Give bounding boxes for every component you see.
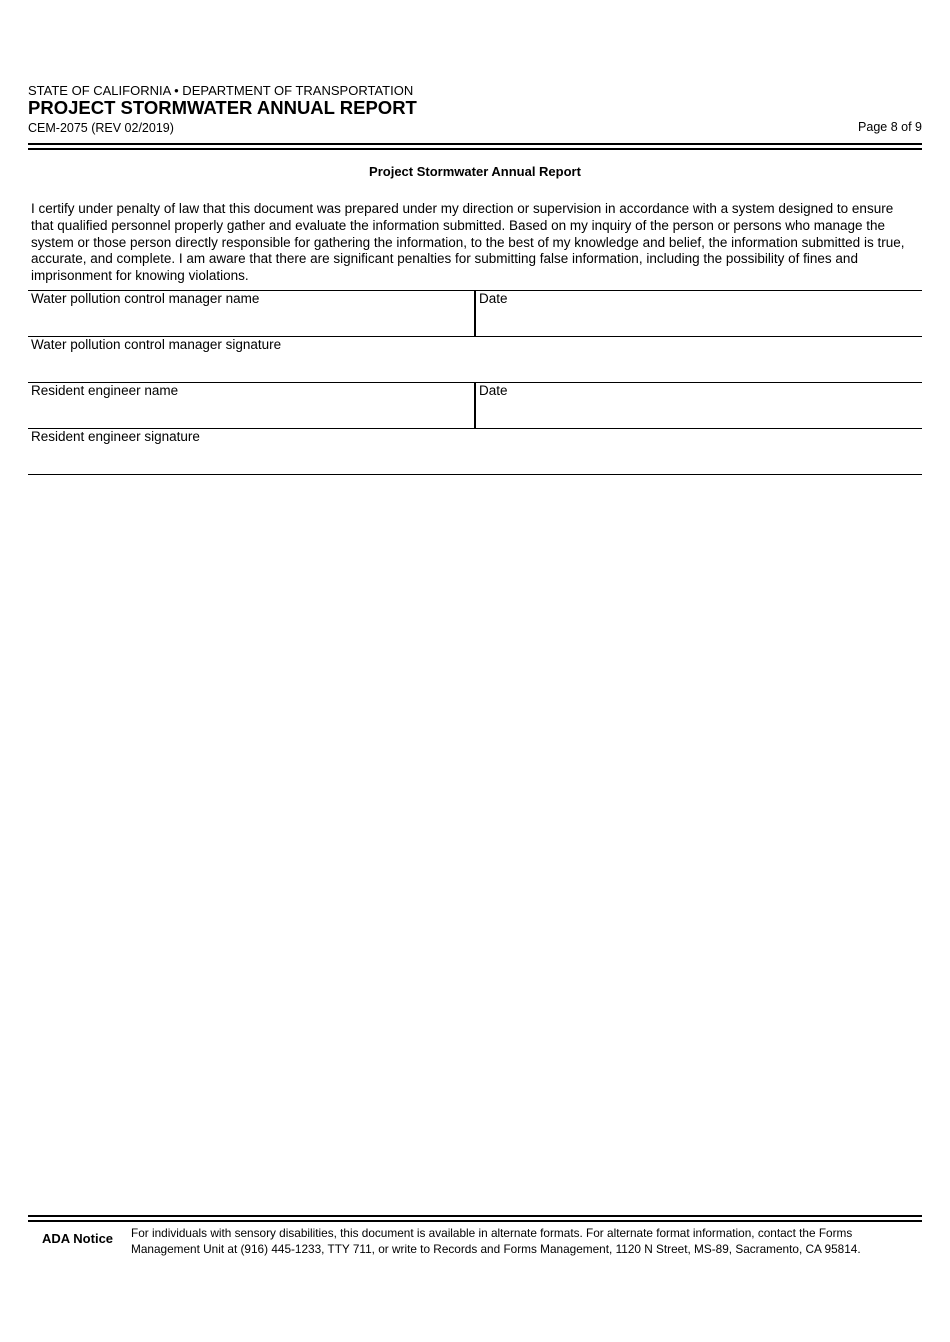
form-title: PROJECT STORMWATER ANNUAL REPORT [28, 97, 417, 118]
resident-engineer-signature-label: Resident engineer signature [31, 429, 200, 444]
row-wpc-manager-name [28, 290, 922, 336]
ada-notice-text: For individuals with sensory disabilities, this document is available in alternate formats. For alternate format information, contact the Forms Management Unit at (916) 445-1233, TTY 711, or write to Records and Forms Management, 1120 N Street, MS-89, Sacramento, CA 95814. [131, 1226, 861, 1256]
section-title: Project Stormwater Annual Report [369, 164, 581, 179]
resident-engineer-name-label: Resident engineer name [31, 383, 179, 398]
header-rule-top [28, 143, 922, 145]
row-resident-engineer-signature [28, 428, 922, 475]
row-wpc-manager-signature [28, 336, 922, 382]
wpc-manager-date-label: Date [479, 291, 508, 306]
ada-notice-title: ADA Notice [42, 1231, 114, 1246]
wpc-manager-date-field[interactable] [474, 291, 922, 336]
wpc-manager-name-label: Water pollution control manager name [31, 291, 260, 306]
resident-engineer-date-field[interactable] [474, 383, 922, 428]
form-number: CEM-2075 (REV 02/2019) [28, 121, 174, 135]
wpc-manager-signature-label: Water pollution control manager signature [31, 337, 282, 352]
resident-engineer-signature-field[interactable] [28, 429, 922, 474]
header-agency: STATE OF CALIFORNIA • DEPARTMENT OF TRANSPORTATION [28, 83, 414, 98]
resident-engineer-date-label: Date [479, 383, 508, 398]
header-rule-bottom [28, 148, 922, 150]
footer-rule-bottom [28, 1220, 922, 1222]
row-resident-engineer-name [28, 382, 922, 428]
footer-rule-top [28, 1215, 922, 1217]
wpc-manager-name-field[interactable] [28, 291, 474, 336]
page-number: Page 8 of 9 [858, 120, 922, 134]
wpc-manager-signature-field[interactable] [28, 337, 922, 382]
certification-text: I certify under penalty of law that this document was prepared under my direction or supervision in accordance with a system designed to ensure that qualified personnel properly gather and evaluate the information submitted. Based on my inquiry of the person or persons who manage the system or those person directly responsible for gathering the information, to the best of my knowledge and belief, the information submitted is true, accurate, and complete. I am aware that there are significant penalties for submitting false information, including the possibility of fines and imprisonment for knowing violations. [31, 201, 905, 284]
resident-engineer-name-field[interactable] [28, 383, 474, 428]
